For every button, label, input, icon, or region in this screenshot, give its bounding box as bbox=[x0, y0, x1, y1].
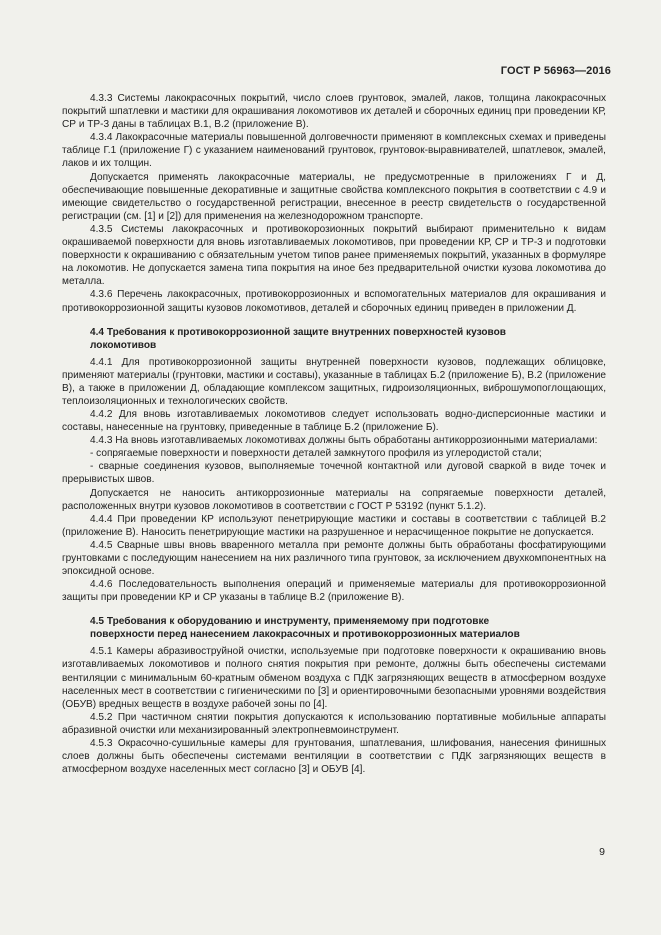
section-heading-4-4-line2: локомотивов bbox=[90, 339, 157, 351]
paragraph-4-4-5: 4.4.5 Сварные швы вновь вваренного металла при ремонте должны быть обработаны фосфатирующими грунтовками с последующим нанесением на них различного типа грунтовок, за исключением двухкомпонентных на эпоксидной основе. bbox=[62, 539, 606, 578]
paragraph-4-4-4: 4.4.4 При проведении КР используют пенетрирующие мастики и составы в соответствии с таблицей В.2 (приложение В). Наносить пенетрирующие мастики на разрушенное и нерасчищенное покрытие не допускается. bbox=[62, 513, 606, 538]
section-heading-4-5-line2: поверхности перед нанесением лакокрасочных и противокоррозионных материалов bbox=[90, 629, 520, 641]
paragraph-allowed-materials: Допускается применять лакокрасочные материалы, не предусмотренные в приложениях Г и Д, обеспечивающие повышенные декоративные и защитные свойства комплексного покрытия в соответствии с 4.9 и имеющие свидетельство о государственной регистрации, внесенное в реестр свидетельств о государственной регистрации (см. [1] и [2]) для применения на железнодорожном транспорте. bbox=[62, 171, 606, 222]
section-heading-4-4-line1: 4.4 Требования к противокоррозионной защите внутренних поверхностей кузовов bbox=[90, 326, 506, 338]
paragraph-4-4-3: 4.4.3 На вновь изготавливаемых локомотивах должны быть обработаны антикоррозионными материалами: bbox=[90, 435, 598, 447]
section-heading-4-5-line1: 4.5 Требования к оборудованию и инструменту, применяемому при подготовке bbox=[90, 616, 490, 628]
paragraph-4-5-1: 4.5.1 Камеры абразивоструйной очистки, используемые при подготовке поверхности к окрашиванию вновь изготавливаемых локомотивов и полного снятия покрытия при ремонте, должны быть обеспечены системами вентиляции с минимальным 60-кратным обменом воздуха с ПДК загрязняющих веществ в атмосферном воздухе населенных мест в соответствии с гигиеническими по [3] и ориентировочными безопасными уровнями воздействия (ОБУВ) вредных веществ в воздухе рабочей зоны по [4]. bbox=[62, 646, 606, 710]
list-item-welded-joints: - сварные соединения кузовов, выполняемые точечной контактной или дуговой сваркой в виде точек и прерывистых швов. bbox=[62, 461, 606, 486]
document-body bbox=[62, 92, 606, 776]
paragraph-4-3-3: 4.3.3 Системы лакокрасочных покрытий, число слоев грунтовок, эмалей, лаков, толщина лакокрасочных покрытий шпатлевки и мастики для окрашивания локомотивов их деталей и сборочных единиц при проведении КР, СР и ТР-3 даны в таблицах В.1, В.2 (приложение В). bbox=[62, 93, 606, 131]
section-heading-4-4 bbox=[62, 326, 606, 352]
section-heading-4-5 bbox=[62, 615, 606, 641]
document-header: ГОСТ Р 56963—2016 bbox=[500, 65, 611, 77]
list-item-mating-surfaces: - сопрягаемые поверхности и поверхности деталей замкнутого профиля из углеродистой стали; bbox=[90, 448, 542, 460]
page-number: 9 bbox=[599, 846, 605, 858]
paragraph-4-4-1: 4.4.1 Для противокоррозионной защиты внутренней поверхности кузовов, подлежащих облицовке, применяют материалы (грунтовки, мастики и составы), указанные в таблицах Б.2 (приложение Б), В.2 (приложение В), а также в приложении Д, обладающие комплексом защитных, гидроизоляционных, виброшумопоглощающих, теплоизоляционных и технологических свойств. bbox=[62, 356, 606, 407]
paragraph-not-apply: Допускается не наносить антикоррозионные материалы на сопрягаемые поверхности деталей, расположенных внутри кузовов локомотивов в соответствии с ГОСТ Р 53192 (пункт 5.1.2). bbox=[62, 487, 606, 512]
paragraph-4-5-2: 4.5.2 При частичном снятии покрытия допускаются к использованию портативные мобильные аппараты абразивной очистки или механизированный электропневмоинструмент. bbox=[62, 711, 606, 736]
paragraph-4-3-5: 4.3.5 Системы лакокрасочных и противокорозионных покрытий выбирают применительно к видам окрашиваемой поверхности для вновь изготавливаемых локомотивов, при проведении КР, СР и ТР-3 и подготовки поверхности к окрашиванию с обязательным учетом типов ранее применяемых покрытий, указанных в формуляре на локомотив. Не допускается замена типа покрытия на иное без предварительной очистки кузова локомотива до металла. bbox=[62, 223, 606, 288]
paragraph-4-4-6: 4.4.6 Последовательность выполнения операций и применяемые материалы для противокоррозионной защиты при проведении КР и СР указаны в таблице В.2 (приложение В). bbox=[62, 579, 606, 604]
paragraph-4-3-4: 4.3.4 Лакокрасочные материалы повышенной долговечности применяют в комплексных схемах и приведены таблице Г.1 (приложение Г) с указанием наименований грунтовок, грунтовок-выравнивателей, шпатлевок, эмалей, лаков и их толщин. bbox=[62, 132, 606, 170]
paragraph-4-4-2: 4.4.2 Для вновь изготавливаемых локомотивов следует использовать водно-дисперсионные мастики и составы, нанесенные на грунтовку, приведенные в таблице Б.2 (приложение Б). bbox=[62, 408, 606, 434]
paragraph-4-5-3: 4.5.3 Окрасочно-сушильные камеры для грунтования, шпатлевания, шлифования, нанесения финишных слоев должны быть обеспечены системами вентиляции в соответствии с ПДК загрязняющих веществ в атмосферном воздухе населенных мест согласно [3] и ОБУВ [4]. bbox=[62, 738, 606, 776]
paragraph-4-3-6: 4.3.6 Перечень лакокрасочных, противокоррозионных и вспомогательных материалов для окрашивания и противокоррозионной защиты кузовов локомотивов, деталей и сборочных единиц приведен в приложении Д. bbox=[62, 289, 606, 314]
